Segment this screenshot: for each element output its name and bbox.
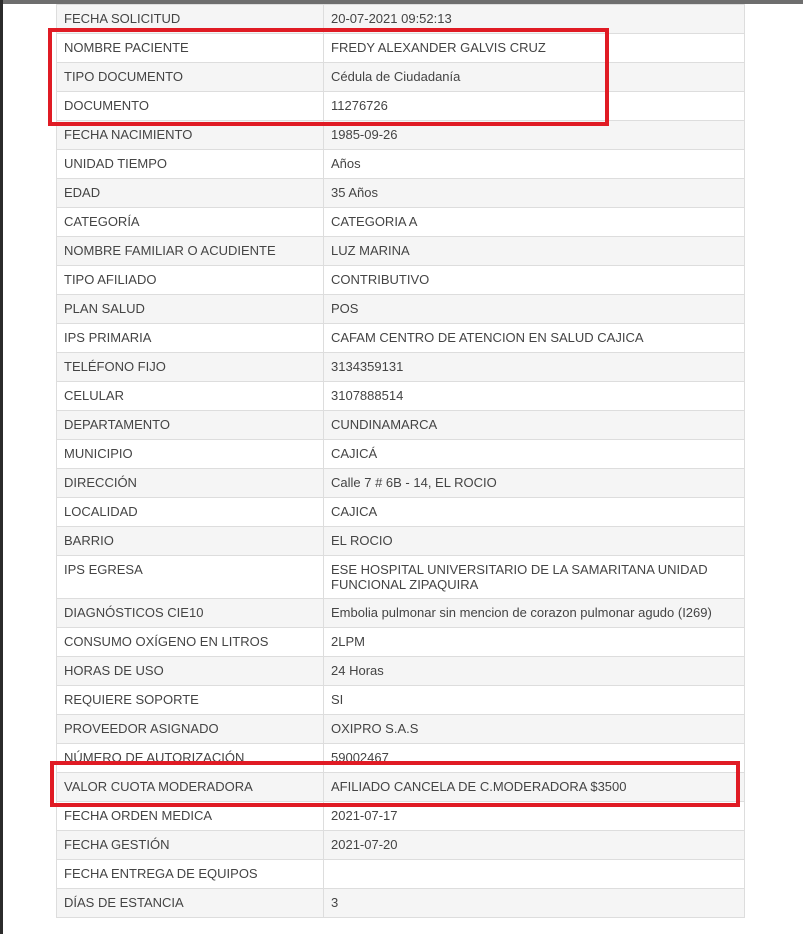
table-row bbox=[57, 266, 745, 295]
field-value: 24 Horas bbox=[324, 657, 745, 686]
field-label: NÚMERO DE AUTORIZACIÓN bbox=[57, 744, 324, 773]
field-value: FREDY ALEXANDER GALVIS CRUZ bbox=[324, 34, 745, 63]
table-row bbox=[57, 295, 745, 324]
field-label: REQUIERE SOPORTE bbox=[57, 686, 324, 715]
table-row bbox=[57, 324, 745, 353]
field-label: DOCUMENTO bbox=[57, 92, 324, 121]
patient-details-panel bbox=[56, 4, 744, 918]
table-row bbox=[57, 715, 745, 744]
field-value: 2021-07-20 bbox=[324, 831, 745, 860]
table-row bbox=[57, 440, 745, 469]
field-value: SI bbox=[324, 686, 745, 715]
field-label: HORAS DE USO bbox=[57, 657, 324, 686]
field-value: CAJICÁ bbox=[324, 440, 745, 469]
table-row bbox=[57, 121, 745, 150]
field-value: 2021-07-17 bbox=[324, 802, 745, 831]
field-label: TIPO AFILIADO bbox=[57, 266, 324, 295]
table-row bbox=[57, 686, 745, 715]
table-row bbox=[57, 498, 745, 527]
field-value: 35 Años bbox=[324, 179, 745, 208]
field-value: ESE HOSPITAL UNIVERSITARIO DE LA SAMARITANA UNIDAD FUNCIONAL ZIPAQUIRA bbox=[324, 556, 745, 599]
field-label: FECHA ORDEN MEDICA bbox=[57, 802, 324, 831]
table-row bbox=[57, 34, 745, 63]
field-label: UNIDAD TIEMPO bbox=[57, 150, 324, 179]
field-value: 3 bbox=[324, 889, 745, 918]
table-row bbox=[57, 63, 745, 92]
field-label: IPS PRIMARIA bbox=[57, 324, 324, 353]
field-value: Cédula de Ciudadanía bbox=[324, 63, 745, 92]
table-row bbox=[57, 353, 745, 382]
field-label: FECHA ENTREGA DE EQUIPOS bbox=[57, 860, 324, 889]
field-value: CAJICA bbox=[324, 498, 745, 527]
field-label: FECHA GESTIÓN bbox=[57, 831, 324, 860]
table-row bbox=[57, 773, 745, 802]
table-row bbox=[57, 92, 745, 121]
field-label: CONSUMO OXÍGENO EN LITROS bbox=[57, 628, 324, 657]
field-value: Embolia pulmonar sin mencion de corazon pulmonar agudo (I269) bbox=[324, 599, 745, 628]
field-value: 11276726 bbox=[324, 92, 745, 121]
field-value: 1985-09-26 bbox=[324, 121, 745, 150]
field-label: CATEGORÍA bbox=[57, 208, 324, 237]
field-value: CAFAM CENTRO DE ATENCION EN SALUD CAJICA bbox=[324, 324, 745, 353]
field-value: POS bbox=[324, 295, 745, 324]
field-label: CELULAR bbox=[57, 382, 324, 411]
field-value: Años bbox=[324, 150, 745, 179]
field-label: PROVEEDOR ASIGNADO bbox=[57, 715, 324, 744]
field-value: AFILIADO CANCELA DE C.MODERADORA $3500 bbox=[324, 773, 745, 802]
field-value: 3107888514 bbox=[324, 382, 745, 411]
field-label: LOCALIDAD bbox=[57, 498, 324, 527]
table-row bbox=[57, 5, 745, 34]
field-label: FECHA SOLICITUD bbox=[57, 5, 324, 34]
field-value: EL ROCIO bbox=[324, 527, 745, 556]
field-label: NOMBRE FAMILIAR O ACUDIENTE bbox=[57, 237, 324, 266]
field-value: 59002467 bbox=[324, 744, 745, 773]
field-value: 3134359131 bbox=[324, 353, 745, 382]
table-row bbox=[57, 382, 745, 411]
field-label: IPS EGRESA bbox=[57, 556, 324, 599]
field-value: CATEGORIA A bbox=[324, 208, 745, 237]
table-row bbox=[57, 527, 745, 556]
table-row bbox=[57, 150, 745, 179]
table-row bbox=[57, 208, 745, 237]
table-row bbox=[57, 744, 745, 773]
field-label: EDAD bbox=[57, 179, 324, 208]
field-label: DIAGNÓSTICOS CIE10 bbox=[57, 599, 324, 628]
field-value: 2LPM bbox=[324, 628, 745, 657]
field-value: Calle 7 # 6B - 14, EL ROCIO bbox=[324, 469, 745, 498]
table-row bbox=[57, 237, 745, 266]
field-value: OXIPRO S.A.S bbox=[324, 715, 745, 744]
table-row bbox=[57, 628, 745, 657]
patient-details-table bbox=[56, 4, 745, 918]
field-value: CONTRIBUTIVO bbox=[324, 266, 745, 295]
field-label: TIPO DOCUMENTO bbox=[57, 63, 324, 92]
table-row bbox=[57, 657, 745, 686]
table-row bbox=[57, 831, 745, 860]
field-value bbox=[324, 860, 745, 889]
table-row bbox=[57, 860, 745, 889]
field-label: DÍAS DE ESTANCIA bbox=[57, 889, 324, 918]
table-row bbox=[57, 411, 745, 440]
field-label: DIRECCIÓN bbox=[57, 469, 324, 498]
field-label: BARRIO bbox=[57, 527, 324, 556]
field-value: LUZ MARINA bbox=[324, 237, 745, 266]
field-label: NOMBRE PACIENTE bbox=[57, 34, 324, 63]
field-label: FECHA NACIMIENTO bbox=[57, 121, 324, 150]
field-value: 20-07-2021 09:52:13 bbox=[324, 5, 745, 34]
field-label: TELÉFONO FIJO bbox=[57, 353, 324, 382]
table-row bbox=[57, 556, 745, 599]
field-label: VALOR CUOTA MODERADORA bbox=[57, 773, 324, 802]
field-label: MUNICIPIO bbox=[57, 440, 324, 469]
table-row bbox=[57, 889, 745, 918]
field-label: PLAN SALUD bbox=[57, 295, 324, 324]
table-row bbox=[57, 179, 745, 208]
field-value: CUNDINAMARCA bbox=[324, 411, 745, 440]
table-row bbox=[57, 599, 745, 628]
table-row bbox=[57, 469, 745, 498]
window-left-border bbox=[0, 0, 3, 934]
table-row bbox=[57, 802, 745, 831]
field-label: DEPARTAMENTO bbox=[57, 411, 324, 440]
